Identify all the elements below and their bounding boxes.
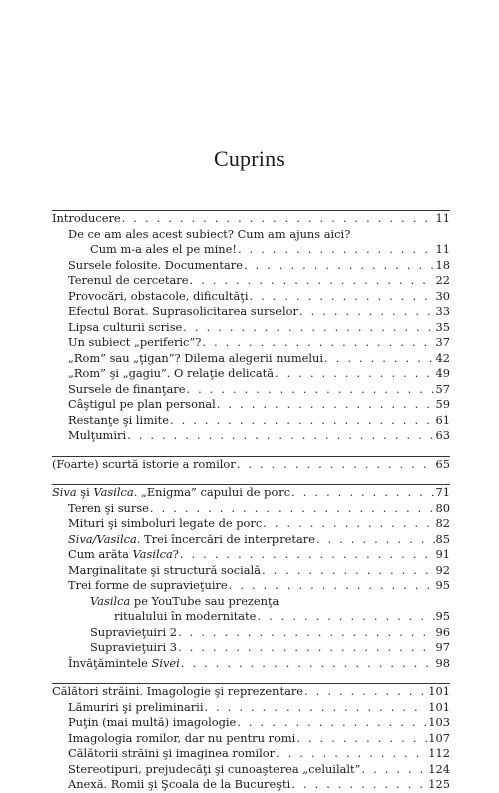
page-number: 103: [428, 715, 450, 729]
entry-title-part: Sursele de finanţare: [68, 381, 186, 396]
entry-title-part: şi: [76, 485, 94, 499]
toc-subentry[interactable]: [52, 700, 450, 716]
entry-title-part: Efectul Borat. Suprasolicitarea surselor: [68, 304, 298, 318]
dot-leader: [263, 516, 434, 532]
dot-leader: [299, 304, 435, 320]
page-number: 65: [435, 456, 450, 471]
entry-title-part: Sivei: [151, 655, 180, 670]
toc-subentry[interactable]: [52, 335, 450, 351]
page-number: 98: [435, 655, 450, 670]
dot-leader: [237, 715, 427, 731]
entry-title: [68, 227, 350, 243]
page-number: 11: [435, 211, 450, 225]
page-number: 42: [435, 350, 450, 365]
page-number: 82: [435, 516, 450, 530]
entry-title: [68, 335, 201, 351]
toc-chapter-entry[interactable]: [52, 684, 450, 700]
page-number: 124: [428, 761, 450, 776]
toc-subentry[interactable]: [52, 762, 450, 778]
entry-title: [68, 547, 179, 563]
dot-leader: [204, 700, 427, 716]
entry-title-part: Imagologia romilor, dar nu pentru romi: [68, 730, 296, 745]
page-number: 107: [428, 730, 450, 745]
entry-title: [68, 563, 261, 579]
toc-subentry[interactable]: [52, 289, 450, 305]
toc-subentry[interactable]: [52, 351, 450, 367]
entry-title-part: „Rom” şi „gagiu”. O relaţie delicată: [68, 366, 275, 380]
entry-title: [68, 578, 228, 594]
entry-title-part: Vasilca: [132, 547, 173, 561]
toc-section: [52, 457, 450, 473]
page-number: 101: [428, 699, 450, 714]
entry-title-part: Călători străini. Imagologie şi reprezentare: [52, 684, 304, 698]
dot-leader: [276, 746, 427, 762]
entry-title-part: Stereotipuri, prejudecăţi şi cunoaşterea „celuilalt”: [68, 761, 361, 776]
entry-title-part: Lămuriri şi preliminarii: [68, 699, 204, 714]
entry-title-part: (Foarte) scurtă istorie a romilor: [52, 456, 236, 471]
page-number: 33: [435, 304, 450, 318]
page-number: 30: [435, 288, 450, 303]
entry-title: [68, 746, 275, 762]
entry-title: [68, 516, 262, 532]
entry-title: [52, 485, 290, 501]
entry-title-part: „Rom” sau „ţigan”? Dilema alegerii numelui: [68, 350, 324, 365]
entry-title-part: Siva: [52, 485, 77, 499]
entry-title-part: Un subiect „periferic”?: [68, 335, 202, 349]
toc-section: [52, 684, 450, 793]
dot-leader: [316, 532, 435, 548]
page-number: 97: [435, 640, 450, 654]
section-gap: [52, 444, 450, 456]
dot-leader: [324, 351, 434, 367]
dot-leader: [189, 273, 434, 289]
entry-title: [68, 413, 169, 429]
entry-title-part: Marginalitate şi structură socială: [68, 562, 261, 577]
dot-leader: [262, 563, 435, 579]
dot-leader: [257, 609, 434, 625]
entry-title-part: ritualului în modernitate: [114, 609, 257, 623]
toc-chapter-entry[interactable]: [52, 457, 450, 473]
toc-subentry[interactable]: [52, 516, 450, 532]
entry-title: [68, 777, 290, 793]
toc-subentry[interactable]: [52, 609, 450, 625]
page-number: 35: [435, 319, 450, 334]
page-number: 101: [428, 684, 450, 698]
entry-title: [68, 397, 216, 413]
entry-title-part: Mituri şi simboluri legate de porc: [68, 516, 263, 530]
entry-title-part: Introducere: [52, 211, 121, 225]
entry-title: [90, 640, 177, 656]
entry-title-part: Sursele folosite. Documentare: [68, 257, 243, 272]
entry-title: [68, 715, 236, 731]
toc-subentry[interactable]: [52, 366, 450, 382]
page-number: 57: [435, 381, 450, 396]
dot-leader: [291, 485, 434, 501]
entry-title: [68, 656, 180, 672]
entry-title-part: . „Enigma” capului de porc: [133, 485, 291, 499]
page-title: Cuprins: [213, 146, 286, 171]
dot-leader: [249, 289, 434, 305]
entry-title: [68, 501, 149, 517]
entry-title-part: Lipsa culturii scrise: [68, 319, 183, 334]
toc-subentry[interactable]: [52, 578, 450, 594]
toc-subentry[interactable]: [52, 625, 450, 641]
section-gap: [52, 671, 450, 683]
dot-leader: [244, 258, 435, 274]
entry-title-part: Cum m-a ales el pe mine!: [90, 242, 237, 256]
entry-title-part: Siva/Vasilca: [68, 531, 137, 546]
toc-subentry[interactable]: [52, 382, 450, 398]
toc-subentry[interactable]: [52, 413, 450, 429]
dot-leader: [291, 777, 427, 793]
table-of-contents: [52, 210, 450, 793]
toc-subentry[interactable]: [52, 397, 450, 413]
entry-title: [68, 320, 182, 336]
entry-title-part: Mulţumiri: [68, 428, 127, 442]
dot-leader: [127, 428, 434, 444]
dot-leader: [178, 640, 435, 656]
entry-title: [90, 625, 177, 641]
toc-subentry[interactable]: [52, 501, 450, 517]
page-number: 63: [435, 428, 450, 442]
entry-title-part: . Trei încercări de interpretare: [136, 531, 315, 546]
entry-title-part: Câştigul pe plan personal: [68, 397, 216, 411]
entry-title: [68, 273, 188, 289]
dot-leader: [275, 366, 434, 382]
entry-title: [68, 762, 360, 778]
entry-title: [68, 382, 185, 398]
toc-subentry[interactable]: [52, 731, 450, 747]
entry-title: [52, 684, 303, 700]
entry-title-part: Puţin (mai multă) imagologie: [68, 715, 237, 729]
page-number: 85: [435, 531, 450, 546]
page-number: 125: [428, 777, 450, 791]
entry-title-part: Anexă. Romii şi Şcoala de la Bucureşti: [68, 777, 291, 791]
page-number: 96: [435, 624, 450, 639]
dot-leader: [229, 578, 435, 594]
entry-title-part: pe YouTube sau prezenţa: [130, 593, 280, 608]
entry-title: [68, 532, 315, 548]
toc-subentry[interactable]: [52, 532, 450, 548]
entry-title-part: Supravieţuiri 3: [90, 640, 177, 654]
page-number: 37: [435, 335, 450, 349]
dot-leader: [178, 625, 435, 641]
entry-title-part: Cum arăta: [68, 547, 133, 561]
entry-title-part: ?: [172, 547, 179, 561]
dot-leader: [180, 547, 435, 563]
page-number: 91: [435, 547, 450, 561]
entry-title-part: Călătorii străini şi imaginea romilor: [68, 746, 276, 760]
dot-leader: [217, 397, 435, 413]
entry-title: [68, 289, 248, 305]
entry-title-part: Terenul de cercetare: [68, 273, 189, 287]
entry-title-part: Restanţe şi limite: [68, 412, 169, 427]
page-number: 92: [435, 562, 450, 577]
page-number: 112: [428, 746, 450, 760]
toc-subentry[interactable]: [52, 563, 450, 579]
entry-title-part: Vasilca: [93, 485, 134, 499]
dot-leader: [238, 242, 435, 258]
dot-leader: [237, 457, 435, 473]
entry-title-part: Învăţămintele: [68, 655, 152, 670]
entry-title: [90, 594, 279, 610]
entry-title: [68, 351, 323, 367]
toc-subentry[interactable]: [52, 258, 450, 274]
entry-title-part: Vasilca: [90, 593, 131, 608]
entry-title-part: Supravieţuiri 2: [90, 624, 177, 639]
toc-subentry[interactable]: [52, 273, 450, 289]
entry-title: [68, 700, 203, 716]
dot-leader: [183, 320, 434, 336]
toc-subentry[interactable]: [52, 227, 450, 243]
entry-title-part: Provocări, obstacole, dificultăţi: [68, 288, 249, 303]
page-number: 71: [435, 485, 450, 499]
toc-subentry[interactable]: [52, 656, 450, 672]
entry-title-part: Teren şi surse: [68, 500, 149, 515]
toc-chapter-entry[interactable]: [52, 485, 450, 501]
entry-title: [68, 731, 295, 747]
dot-leader: [296, 731, 427, 747]
page-number: 11: [435, 242, 450, 256]
toc-subentry[interactable]: [52, 746, 450, 762]
dot-leader: [202, 335, 434, 351]
toc-section: [52, 211, 450, 444]
toc-subentry[interactable]: [52, 242, 450, 258]
entry-title: [68, 304, 298, 320]
toc-subentry[interactable]: [52, 320, 450, 336]
dot-leader: [181, 656, 435, 672]
entry-title: [52, 457, 236, 473]
entry-title: [90, 242, 237, 258]
page-number: 18: [435, 257, 450, 272]
dot-leader: [170, 413, 435, 429]
dot-leader: [150, 501, 435, 517]
toc-subentry[interactable]: [52, 777, 450, 793]
section-gap: [52, 472, 450, 484]
dot-leader: [186, 382, 434, 398]
page-number: 95: [435, 578, 450, 592]
page-number: 59: [435, 397, 450, 411]
page-number: 95: [435, 609, 450, 623]
dot-leader: [361, 762, 427, 778]
toc-subentry[interactable]: [52, 304, 450, 320]
toc-subentry[interactable]: [52, 715, 450, 731]
entry-title: [114, 609, 256, 625]
toc-chapter-entry[interactable]: [52, 211, 450, 227]
toc-subentry[interactable]: [52, 640, 450, 656]
page-number: 61: [435, 412, 450, 427]
page-number: 49: [435, 366, 450, 380]
page-number: 80: [435, 500, 450, 515]
toc-section: [52, 485, 450, 671]
entry-title-part: Trei forme de supravieţuire: [68, 578, 228, 592]
entry-title: [52, 211, 121, 227]
toc-subentry[interactable]: [52, 428, 450, 444]
entry-title: [68, 428, 126, 444]
toc-subentry[interactable]: [52, 594, 450, 610]
entry-title: [68, 258, 243, 274]
entry-title-part: De ce am ales acest subiect? Cum am ajuns aici?: [68, 226, 351, 241]
page-number: 22: [435, 273, 450, 287]
dot-leader: [122, 211, 435, 227]
dot-leader: [304, 684, 427, 700]
entry-title: [68, 366, 274, 382]
toc-subentry[interactable]: [52, 547, 450, 563]
